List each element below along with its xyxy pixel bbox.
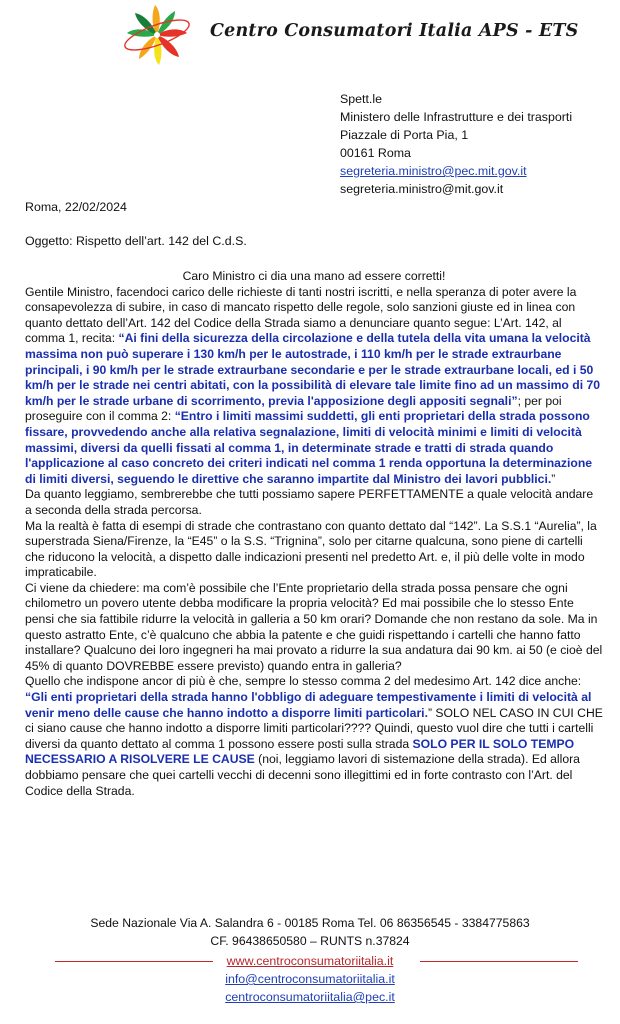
- quote-close: ”: [551, 471, 556, 486]
- footer-address: Sede Nazionale Via A. Salandra 6 - 00185 Roma Tel. 06 86356545 - 3384775863: [90, 916, 530, 930]
- paragraph: [25, 285, 603, 488]
- org-name: Centro Consumatori Italia APS - ETS: [210, 21, 579, 41]
- paragraph: [25, 674, 603, 799]
- recipient-line: Piazzale di Porta Pia, 1: [340, 128, 469, 142]
- paragraph-text: Quello che indispone ancor di più è che, sempre lo stesso comma 2 del medesimo Art. 142 dice anche:: [25, 674, 582, 689]
- pec-link[interactable]: centroconsumatoriitalia@pec.it: [225, 990, 395, 1004]
- letter-date: Roma, 22/02/2024: [25, 200, 127, 214]
- law-quote: “Ai fini della sicurezza della circolazione e della tutela della vita umana la velocità massima non può superare i 130 km/h per le autostrade, i 110 km/h per le strade extraurbane principali, i 90 km/h per le strade extraurbane secondarie e per le strade extraurbane locali, ed i 50 km/h per le strade nei centri abitati, con la possibilità di elevare tale limite fino ad un massimo di 70 km/h per le strade urbane di scorrimento, previa l'apposizione degli appositi segnali”: [25, 331, 601, 408]
- footer-links: [0, 952, 620, 1006]
- recipient-block: [340, 90, 615, 198]
- paragraph-text: Gentile Ministro, facendoci carico delle richieste di tanti nostri iscritti, e nella speranza di poter avere la consapevolezza di subire, in caso di mancato rispetto delle regole, solo sanzioni giuste ed in linea con quanto dettato dell’Art. 142 del Codice della Strada siamo a denunciare quanto segue: L’Art. 142, al comma 1, recita:: [25, 284, 577, 346]
- email-link[interactable]: info@centroconsumatoriitalia.it: [225, 972, 395, 986]
- paragraph: Ma la realtà è fatta di esempi di strade che contrastano con quanto dettato dal “142”. La S.S.1 “Aurelia”, la superstrada Siena/Firenze, la “E45” o la S.S. “Trignina”, solo per citarne qualcuna, sono piene di cartelli che riducono la velocità, a dispetto dalle indicazioni presenti nel predetto Art. e, il più delle volte in modo impraticabile.: [25, 518, 597, 580]
- recipient-line: Ministero delle Infrastrutture e dei trasporti: [340, 110, 573, 124]
- recipient-pec-link[interactable]: segreteria.ministro@pec.mit.gov.it: [340, 164, 527, 178]
- body-salutation: Caro Ministro ci dia una mano ad essere corretti!: [182, 269, 446, 283]
- law-quote: “Entro i limiti massimi suddetti, gli enti proprietari della strada possono fissare, provvedendo anche alla relativa segnalazione, limiti di velocità minimi e limiti di velocità massimi, diversi da quelli fissati al comma 1, in determinate strade e tratti di strada quando l'applicazione al caso concreto dei criteri indicati nel comma 1 renda opportuna la determinazione di limiti diversi, seguendo le direttive che saranno impartite dal Ministro dei lavori pubblici.: [25, 409, 593, 486]
- recipient-salutation: Spett.le: [340, 92, 383, 106]
- emphasis-text: SOLO PER IL SOLO TEMPO NECESSARIO A RISOLVERE LE CAUSE: [25, 736, 575, 767]
- recipient-line: 00161 Roma: [340, 146, 411, 160]
- footer-fiscal: CF. 96438650580 – RUNTS n.37824: [210, 934, 410, 948]
- letterhead: [0, 0, 620, 72]
- paragraph-text: (noi, leggiamo lavori di sistemazione della strada). Ed allora dobbiamo pensare che quei cartelli vecchi di decenni sono illegittimi ed in forte contrasto con l’Art. del Codice della Strada.: [25, 752, 580, 798]
- paragraph: Ci viene da chiedere: ma com’è possibile che l’Ente proprietario della strada possa pensare che ogni chilometro un povero utente debba modificare la propria velocità? Ed mai possibile che lo stesso Ente pensi che sia fattibile ridurre la velocità in galleria a 50 km orari? Domande che non restano da sole. Ma in questo astratto Ente, c’è qualcuno che abbia la patente e che guidi rispettando i cartelli che hanno fatto installare? Qualcuno dei loro ingegneri ha mai provato a ridurre la sua andatura dai 90 km. ai 50 (e cioè del 45% di quanto DOVREBBE essere previsto) quando entra in galleria?: [25, 580, 603, 673]
- paragraph-text: SOLO NEL CASO IN CUI CHE ci siano cause che hanno indotto a disporre limiti particolari???? Quindi, questo vuol dire che tutti i cartelli diversi da quanto dettato al comma 1 possono essere posti sulla strada: [25, 705, 603, 751]
- website-link[interactable]: www.centroconsumatoriitalia.it: [226, 954, 394, 968]
- law-quote: “Gli enti proprietari della strada hanno l'obbligo di adeguare tempestivamente i limiti di velocità al venir meno delle cause che hanno indotto a disporre limiti particolari.: [25, 690, 592, 720]
- recipient-email: segreteria.ministro@mit.gov.it: [340, 182, 504, 196]
- letter-body: [25, 269, 603, 799]
- paragraph-text: ; per poi proseguire con il comma 2:: [25, 393, 562, 424]
- letter-subject: Oggetto: Rispetto dell’art. 142 del C.d.S.: [25, 234, 247, 248]
- paragraph: Da quanto leggiamo, sembrerebbe che tutti possiamo sapere PERFETTAMENTE a quale velocità andare a seconda della strada percorsa.: [25, 487, 594, 517]
- quote-close: ”: [427, 705, 433, 720]
- ccitalia-logo: [118, 4, 196, 66]
- footer: [0, 914, 620, 950]
